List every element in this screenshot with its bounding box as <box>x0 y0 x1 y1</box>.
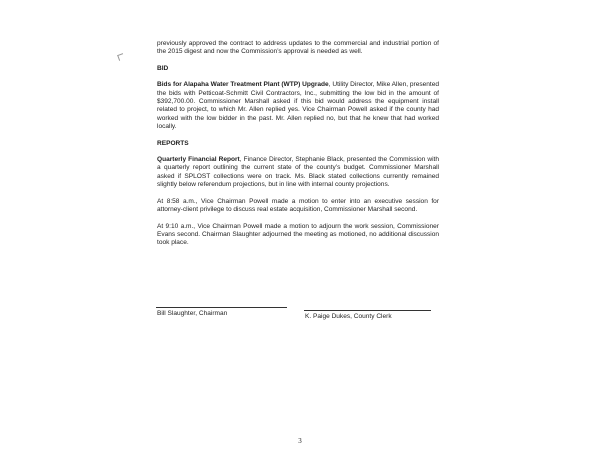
clerk-signature-line <box>304 310 431 311</box>
financial-report-title: Quarterly Financial Report <box>157 156 240 164</box>
scan-edge-mark <box>117 53 125 61</box>
bid-item-title: Bids for Alapaha Water Treatment Plant (WTP) Upgrade <box>157 81 329 89</box>
financial-report-paragraph <box>157 156 439 190</box>
chairman-signature-name: Bill Slaughter, Chairman <box>157 310 228 317</box>
page-number: 3 <box>298 437 302 445</box>
bid-item-text: , Utility Director, Mike Allen, presented the bids with Petticoat-Schmitt Civil Contractors, Inc., submitting the low bid in the amount of $392,700.00. Commissioner Marshall asked if this bid would address the equipment install related to project, to which Mr. Allen replied yes. Vice Chairman Powell asked if the county had worked with the low bidder in the past. Mr. Allen replied no, but that he knew that had worked locally. <box>157 81 440 131</box>
intro-paragraph: previously approved the contract to address updates to the commercial and industrial portion of the 2015 digest and now the Commission’s approval is needed as well. <box>157 40 439 56</box>
bid-heading: BID <box>157 64 169 72</box>
document-body <box>157 40 439 256</box>
adjourn-paragraph: At 9:10 a.m., Vice Chairman Powell made a motion to adjourn the work session, Commissioner Evans second. Chairman Slaughter adjourned the meeting as motioned, no additional discussion took place. <box>157 222 439 247</box>
bid-paragraph <box>157 81 439 131</box>
financial-report-text: , Finance Director, Stephanie Black, presented the Commission with a quarterly report outlining the current state of the county’s budget. Commissioner Marshall asked if SPLOST collections were on track. Ms. Black stated collections currently remained slightly below referendum projections, but in line with internal county projections. <box>157 156 439 189</box>
executive-session-paragraph: At 8:58 a.m., Vice Chairman Powell made a motion to enter into an executive session for attorney-client privilege to discuss real estate acquisition, Commissioner Marshall second. <box>157 197 439 214</box>
clerk-signature-name: K. Paige Dukes, County Clerk <box>305 313 392 320</box>
chairman-signature-line <box>156 307 287 308</box>
reports-heading: REPORTS <box>157 139 189 147</box>
